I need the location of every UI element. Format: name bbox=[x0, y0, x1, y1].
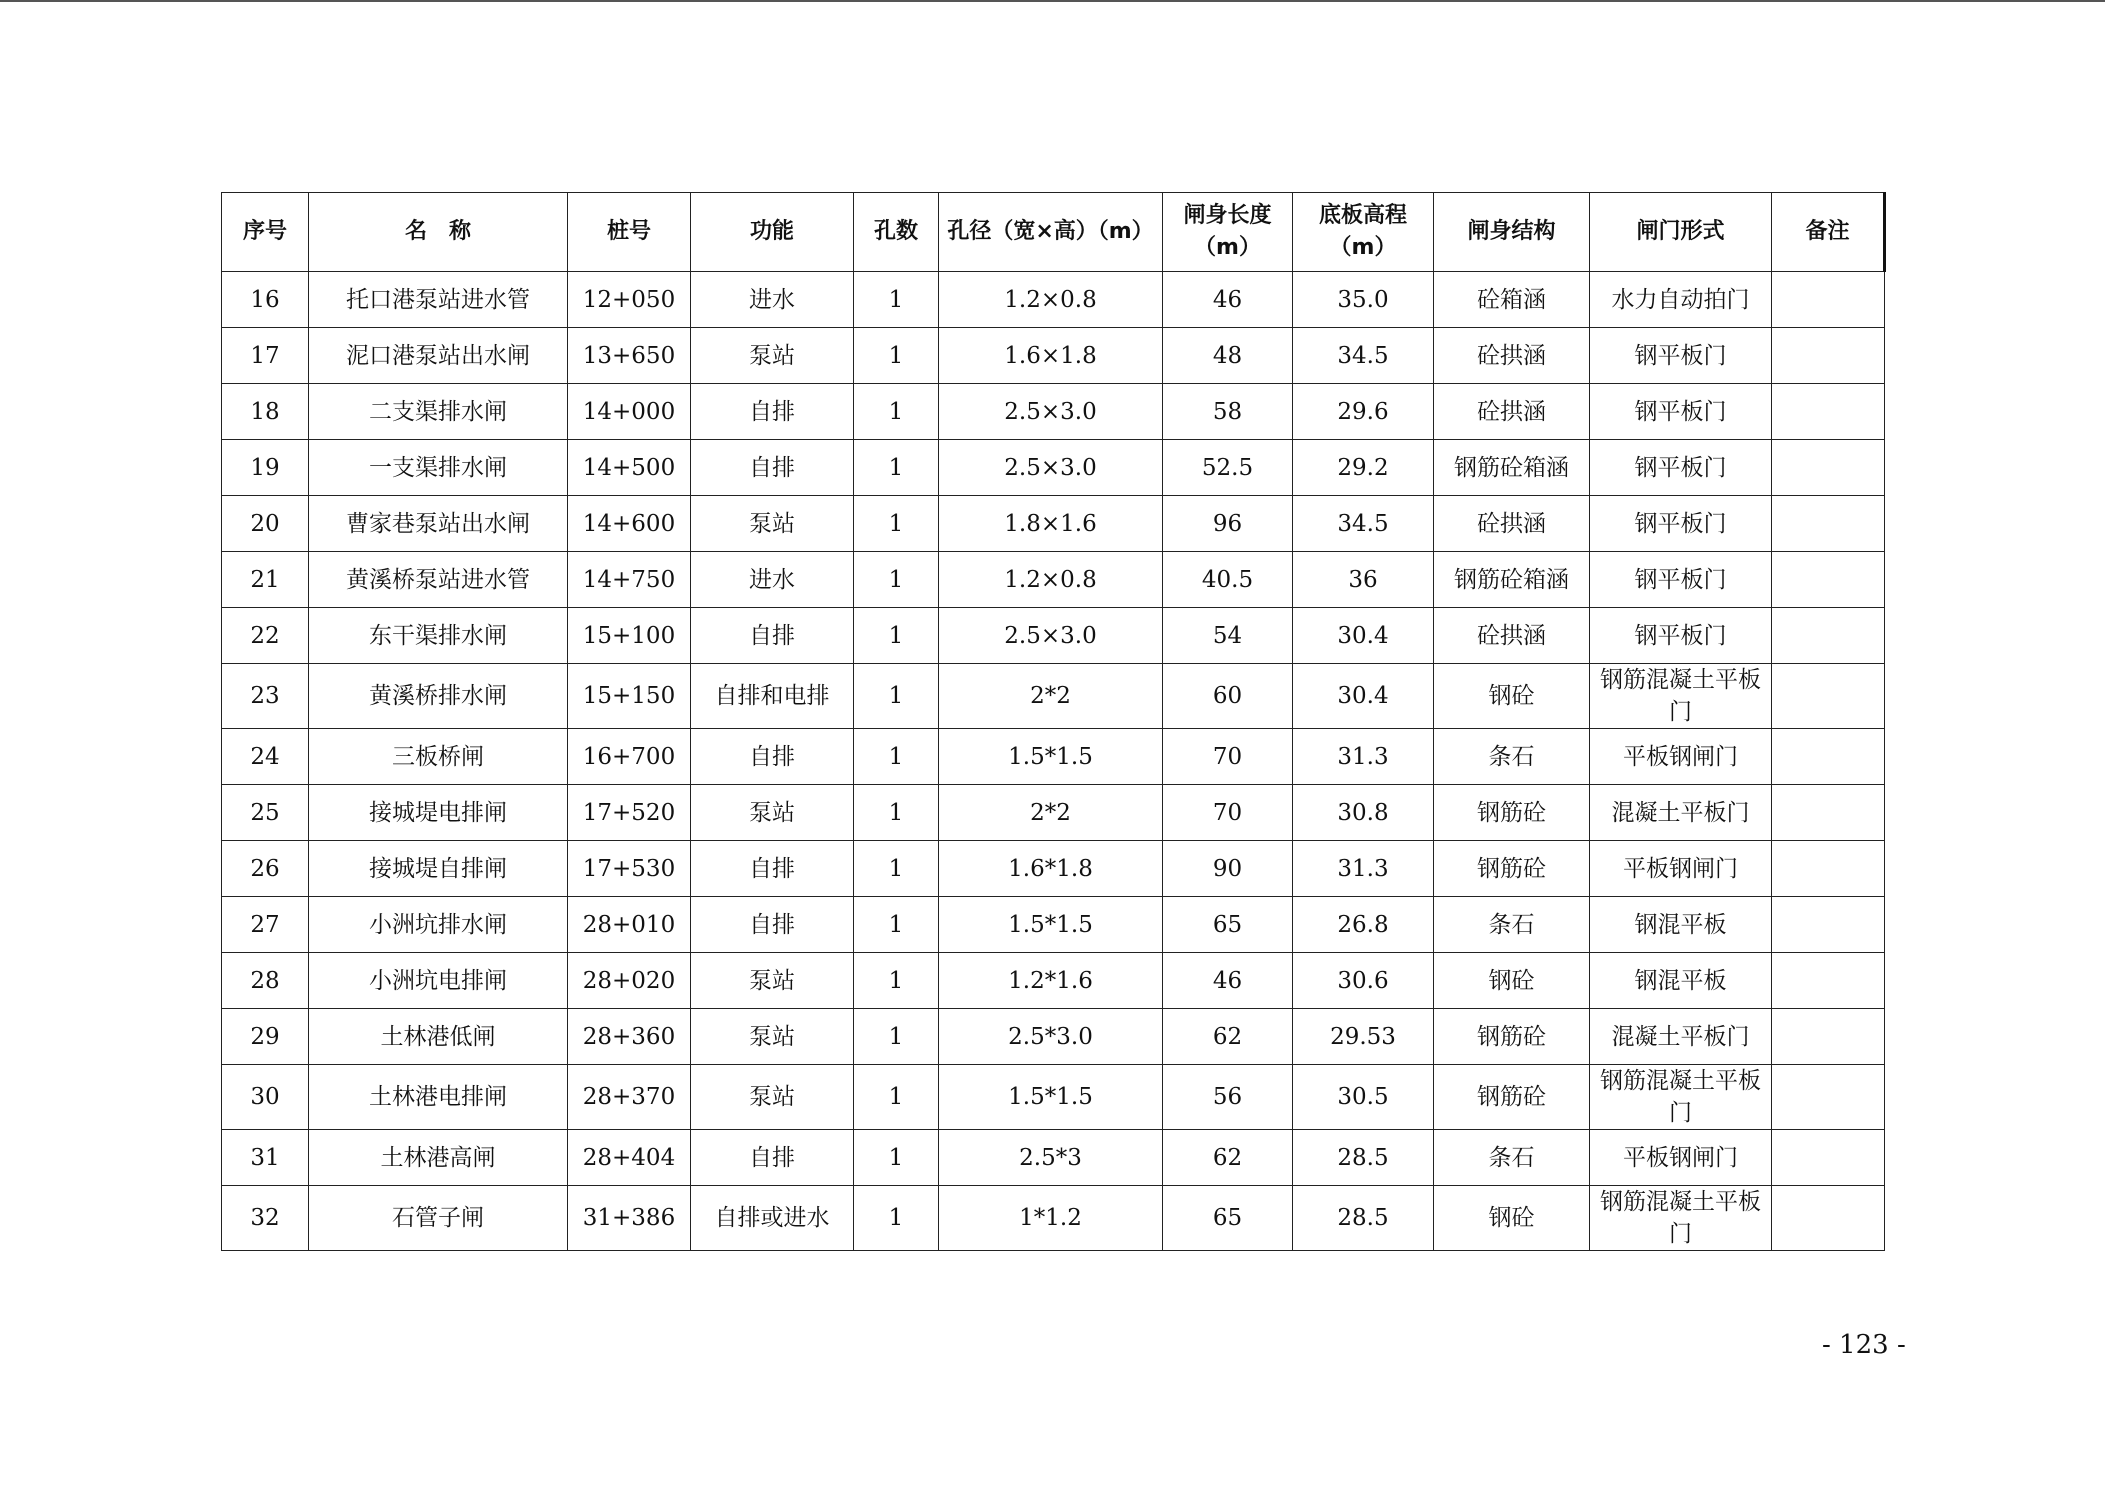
table-cell: 24 bbox=[222, 729, 309, 785]
table-cell: 56 bbox=[1163, 1065, 1293, 1130]
table-cell: 平板钢闸门 bbox=[1590, 841, 1772, 897]
table-cell: 1 bbox=[854, 496, 939, 552]
table-cell: 平板钢闸门 bbox=[1590, 729, 1772, 785]
table-cell: 2.5*3.0 bbox=[939, 1009, 1163, 1065]
table-cell: 29.53 bbox=[1293, 1009, 1434, 1065]
table-cell: 2*2 bbox=[939, 785, 1163, 841]
table-cell: 三板桥闸 bbox=[309, 729, 568, 785]
table-cell: 钢平板门 bbox=[1590, 496, 1772, 552]
table-cell: 1 bbox=[854, 953, 939, 1009]
table-cell: 31 bbox=[222, 1130, 309, 1186]
table-cell: 接城堤自排闸 bbox=[309, 841, 568, 897]
table-cell: 2.5×3.0 bbox=[939, 608, 1163, 664]
table-cell: 29 bbox=[222, 1009, 309, 1065]
table-cell: 18 bbox=[222, 384, 309, 440]
table-cell: 1 bbox=[854, 897, 939, 953]
table-cell: 平板钢闸门 bbox=[1590, 1130, 1772, 1186]
table-cell bbox=[1772, 440, 1885, 496]
table-cell: 28+360 bbox=[568, 1009, 691, 1065]
table-cell: 钢筋混凝土平板门 bbox=[1590, 1186, 1772, 1251]
table-cell: 进水 bbox=[691, 552, 854, 608]
table-cell: 泵站 bbox=[691, 1009, 854, 1065]
table-cell: 钢砼 bbox=[1434, 664, 1590, 729]
table-cell bbox=[1772, 552, 1885, 608]
table-cell: 钢筋砼 bbox=[1434, 1065, 1590, 1130]
table-cell: 1.5*1.5 bbox=[939, 897, 1163, 953]
table-cell: 96 bbox=[1163, 496, 1293, 552]
table-cell bbox=[1772, 1065, 1885, 1130]
table-cell: 自排和电排 bbox=[691, 664, 854, 729]
table-cell: 29.2 bbox=[1293, 440, 1434, 496]
table-cell: 钢砼 bbox=[1434, 1186, 1590, 1251]
table-cell: 14+750 bbox=[568, 552, 691, 608]
table-cell: 钢筋砼 bbox=[1434, 841, 1590, 897]
table-cell: 1 bbox=[854, 1009, 939, 1065]
table-cell: 2.5×3.0 bbox=[939, 384, 1163, 440]
table-cell: 曹家巷泵站出水闸 bbox=[309, 496, 568, 552]
table-cell: 1 bbox=[854, 729, 939, 785]
table-cell: 28+010 bbox=[568, 897, 691, 953]
table-cell: 32 bbox=[222, 1186, 309, 1251]
table-row bbox=[222, 1130, 1885, 1186]
table-row bbox=[222, 785, 1885, 841]
col-header: 桩号 bbox=[568, 193, 691, 272]
table-cell: 2*2 bbox=[939, 664, 1163, 729]
table-cell: 钢筋砼 bbox=[1434, 785, 1590, 841]
table-cell: 钢平板门 bbox=[1590, 328, 1772, 384]
table-row bbox=[222, 384, 1885, 440]
table-cell: 16+700 bbox=[568, 729, 691, 785]
table-cell: 自排 bbox=[691, 608, 854, 664]
table-cell: 泵站 bbox=[691, 1065, 854, 1130]
table-cell: 自排 bbox=[691, 1130, 854, 1186]
table-cell: 70 bbox=[1163, 785, 1293, 841]
table-cell: 28+020 bbox=[568, 953, 691, 1009]
table-cell: 1 bbox=[854, 1130, 939, 1186]
table-cell: 28 bbox=[222, 953, 309, 1009]
table-cell bbox=[1772, 384, 1885, 440]
table-cell: 石管子闸 bbox=[309, 1186, 568, 1251]
table-cell: 21 bbox=[222, 552, 309, 608]
table-cell: 12+050 bbox=[568, 272, 691, 328]
table-cell: 土林港电排闸 bbox=[309, 1065, 568, 1130]
table-cell: 钢混平板 bbox=[1590, 953, 1772, 1009]
table-cell: 25 bbox=[222, 785, 309, 841]
table-cell: 30.8 bbox=[1293, 785, 1434, 841]
table-row bbox=[222, 440, 1885, 496]
table-cell: 30.4 bbox=[1293, 608, 1434, 664]
table-cell: 46 bbox=[1163, 953, 1293, 1009]
table-cell: 1 bbox=[854, 1065, 939, 1130]
table-cell: 钢平板门 bbox=[1590, 552, 1772, 608]
table-cell: 托口港泵站进水管 bbox=[309, 272, 568, 328]
table-cell: 23 bbox=[222, 664, 309, 729]
table-cell: 1 bbox=[854, 440, 939, 496]
table-cell bbox=[1772, 664, 1885, 729]
table-cell: 自排 bbox=[691, 729, 854, 785]
table-cell: 30 bbox=[222, 1065, 309, 1130]
col-header: 闸身长度（m） bbox=[1163, 193, 1293, 272]
table-cell: 1 bbox=[854, 608, 939, 664]
table-cell: 15+150 bbox=[568, 664, 691, 729]
table-cell: 15+100 bbox=[568, 608, 691, 664]
page-number: - 123 - bbox=[1822, 1330, 1906, 1360]
table-cell: 31.3 bbox=[1293, 729, 1434, 785]
table-row bbox=[222, 897, 1885, 953]
table-cell: 黄溪桥泵站进水管 bbox=[309, 552, 568, 608]
table-cell: 36 bbox=[1293, 552, 1434, 608]
table-cell: 1 bbox=[854, 328, 939, 384]
table-cell: 自排 bbox=[691, 841, 854, 897]
table-cell: 泵站 bbox=[691, 328, 854, 384]
table-cell: 34.5 bbox=[1293, 328, 1434, 384]
table-cell: 22 bbox=[222, 608, 309, 664]
table-cell: 小洲坑排水闸 bbox=[309, 897, 568, 953]
table-cell: 16 bbox=[222, 272, 309, 328]
table-cell: 1*1.2 bbox=[939, 1186, 1163, 1251]
table-cell: 自排 bbox=[691, 440, 854, 496]
table-cell bbox=[1772, 496, 1885, 552]
table-cell bbox=[1772, 272, 1885, 328]
table-cell: 接城堤电排闸 bbox=[309, 785, 568, 841]
table-cell: 26 bbox=[222, 841, 309, 897]
table-body bbox=[222, 272, 1885, 1251]
table-cell: 28+404 bbox=[568, 1130, 691, 1186]
table-cell: 二支渠排水闸 bbox=[309, 384, 568, 440]
table-cell: 1 bbox=[854, 785, 939, 841]
table-row bbox=[222, 328, 1885, 384]
table-cell: 26.8 bbox=[1293, 897, 1434, 953]
col-header: 功能 bbox=[691, 193, 854, 272]
table-cell: 62 bbox=[1163, 1009, 1293, 1065]
table-cell: 29.6 bbox=[1293, 384, 1434, 440]
table-cell: 混凝土平板门 bbox=[1590, 1009, 1772, 1065]
table-cell: 土林港低闸 bbox=[309, 1009, 568, 1065]
table-cell: 钢混平板 bbox=[1590, 897, 1772, 953]
table-cell: 14+600 bbox=[568, 496, 691, 552]
table-cell: 13+650 bbox=[568, 328, 691, 384]
table-cell: 自排 bbox=[691, 897, 854, 953]
table-cell bbox=[1772, 1009, 1885, 1065]
table-cell: 65 bbox=[1163, 1186, 1293, 1251]
col-header: 底板高程（m） bbox=[1293, 193, 1434, 272]
table-cell: 1 bbox=[854, 272, 939, 328]
table-cell: 1.8×1.6 bbox=[939, 496, 1163, 552]
table-cell: 泥口港泵站出水闸 bbox=[309, 328, 568, 384]
table-cell: 54 bbox=[1163, 608, 1293, 664]
table-cell: 34.5 bbox=[1293, 496, 1434, 552]
table-cell: 1 bbox=[854, 841, 939, 897]
table-cell: 19 bbox=[222, 440, 309, 496]
table-cell: 1.6*1.8 bbox=[939, 841, 1163, 897]
table-cell: 钢筋砼箱涵 bbox=[1434, 552, 1590, 608]
table-cell: 30.5 bbox=[1293, 1065, 1434, 1130]
table-cell: 1.2×0.8 bbox=[939, 272, 1163, 328]
sluice-table bbox=[221, 192, 1886, 1251]
table-cell: 钢筋混凝土平板门 bbox=[1590, 1065, 1772, 1130]
top-rule bbox=[0, 0, 2105, 2]
table-cell: 小洲坑电排闸 bbox=[309, 953, 568, 1009]
table-cell bbox=[1772, 953, 1885, 1009]
table-cell: 2.5×3.0 bbox=[939, 440, 1163, 496]
table-cell: 1.2×0.8 bbox=[939, 552, 1163, 608]
table-cell: 混凝土平板门 bbox=[1590, 785, 1772, 841]
table-cell bbox=[1772, 841, 1885, 897]
table-cell: 东干渠排水闸 bbox=[309, 608, 568, 664]
table-cell: 土林港高闸 bbox=[309, 1130, 568, 1186]
table-cell: 70 bbox=[1163, 729, 1293, 785]
table-cell bbox=[1772, 785, 1885, 841]
table-cell: 1 bbox=[854, 1186, 939, 1251]
header-row bbox=[222, 193, 1885, 272]
table-cell: 钢平板门 bbox=[1590, 384, 1772, 440]
table-cell: 48 bbox=[1163, 328, 1293, 384]
table-row bbox=[222, 841, 1885, 897]
table-cell: 1.6×1.8 bbox=[939, 328, 1163, 384]
table-row bbox=[222, 1186, 1885, 1251]
col-header: 序号 bbox=[222, 193, 309, 272]
table-row bbox=[222, 552, 1885, 608]
table-cell: 30.6 bbox=[1293, 953, 1434, 1009]
table-cell: 2.5*3 bbox=[939, 1130, 1163, 1186]
table-cell: 砼拱涵 bbox=[1434, 496, 1590, 552]
table-cell: 58 bbox=[1163, 384, 1293, 440]
table-cell: 17 bbox=[222, 328, 309, 384]
table-cell: 砼拱涵 bbox=[1434, 608, 1590, 664]
table-cell: 40.5 bbox=[1163, 552, 1293, 608]
table-row bbox=[222, 272, 1885, 328]
table-row bbox=[222, 1065, 1885, 1130]
table-cell: 钢筋砼 bbox=[1434, 1009, 1590, 1065]
table-row bbox=[222, 953, 1885, 1009]
table-cell: 60 bbox=[1163, 664, 1293, 729]
table-cell: 27 bbox=[222, 897, 309, 953]
table-cell: 泵站 bbox=[691, 953, 854, 1009]
table-cell: 泵站 bbox=[691, 785, 854, 841]
table-cell: 90 bbox=[1163, 841, 1293, 897]
table-cell: 1 bbox=[854, 664, 939, 729]
table-cell: 1.5*1.5 bbox=[939, 1065, 1163, 1130]
table-cell: 28.5 bbox=[1293, 1130, 1434, 1186]
table-cell: 砼箱涵 bbox=[1434, 272, 1590, 328]
table-cell: 62 bbox=[1163, 1130, 1293, 1186]
table-cell bbox=[1772, 1186, 1885, 1251]
table-cell: 1 bbox=[854, 384, 939, 440]
table-cell: 进水 bbox=[691, 272, 854, 328]
col-header: 孔径（宽×高）（m） bbox=[939, 193, 1163, 272]
table-cell: 35.0 bbox=[1293, 272, 1434, 328]
table-row bbox=[222, 729, 1885, 785]
table-cell: 1.2*1.6 bbox=[939, 953, 1163, 1009]
table-cell: 砼拱涵 bbox=[1434, 328, 1590, 384]
table-row bbox=[222, 608, 1885, 664]
table-cell: 条石 bbox=[1434, 1130, 1590, 1186]
table-cell: 17+520 bbox=[568, 785, 691, 841]
table-cell bbox=[1772, 328, 1885, 384]
table-row bbox=[222, 1009, 1885, 1065]
table-cell bbox=[1772, 608, 1885, 664]
table-cell: 28.5 bbox=[1293, 1186, 1434, 1251]
table-cell: 30.4 bbox=[1293, 664, 1434, 729]
table-cell: 28+370 bbox=[568, 1065, 691, 1130]
table-cell: 一支渠排水闸 bbox=[309, 440, 568, 496]
table-cell bbox=[1772, 1130, 1885, 1186]
table-cell: 自排 bbox=[691, 384, 854, 440]
table-cell: 1.5*1.5 bbox=[939, 729, 1163, 785]
table-cell: 20 bbox=[222, 496, 309, 552]
col-header: 备注 bbox=[1772, 193, 1885, 272]
table-cell: 1 bbox=[854, 552, 939, 608]
table-cell: 31+386 bbox=[568, 1186, 691, 1251]
table-cell: 钢筋混凝土平板门 bbox=[1590, 664, 1772, 729]
table-cell: 31.3 bbox=[1293, 841, 1434, 897]
col-header: 闸门形式 bbox=[1590, 193, 1772, 272]
table-cell: 52.5 bbox=[1163, 440, 1293, 496]
table-cell: 14+500 bbox=[568, 440, 691, 496]
table-cell bbox=[1772, 897, 1885, 953]
table-cell: 自排或进水 bbox=[691, 1186, 854, 1251]
table-cell: 水力自动拍门 bbox=[1590, 272, 1772, 328]
table-cell: 条石 bbox=[1434, 897, 1590, 953]
table-cell: 46 bbox=[1163, 272, 1293, 328]
col-header: 闸身结构 bbox=[1434, 193, 1590, 272]
table-cell: 钢平板门 bbox=[1590, 440, 1772, 496]
table-row bbox=[222, 664, 1885, 729]
table-cell: 钢平板门 bbox=[1590, 608, 1772, 664]
table-cell: 14+000 bbox=[568, 384, 691, 440]
table-cell: 条石 bbox=[1434, 729, 1590, 785]
table-cell: 黄溪桥排水闸 bbox=[309, 664, 568, 729]
table-cell: 砼拱涵 bbox=[1434, 384, 1590, 440]
col-header: 名 称 bbox=[309, 193, 568, 272]
table-cell: 65 bbox=[1163, 897, 1293, 953]
table-cell bbox=[1772, 729, 1885, 785]
table-cell: 钢砼 bbox=[1434, 953, 1590, 1009]
table-cell: 泵站 bbox=[691, 496, 854, 552]
table-cell: 17+530 bbox=[568, 841, 691, 897]
table-cell: 钢筋砼箱涵 bbox=[1434, 440, 1590, 496]
table-row bbox=[222, 496, 1885, 552]
col-header: 孔数 bbox=[854, 193, 939, 272]
